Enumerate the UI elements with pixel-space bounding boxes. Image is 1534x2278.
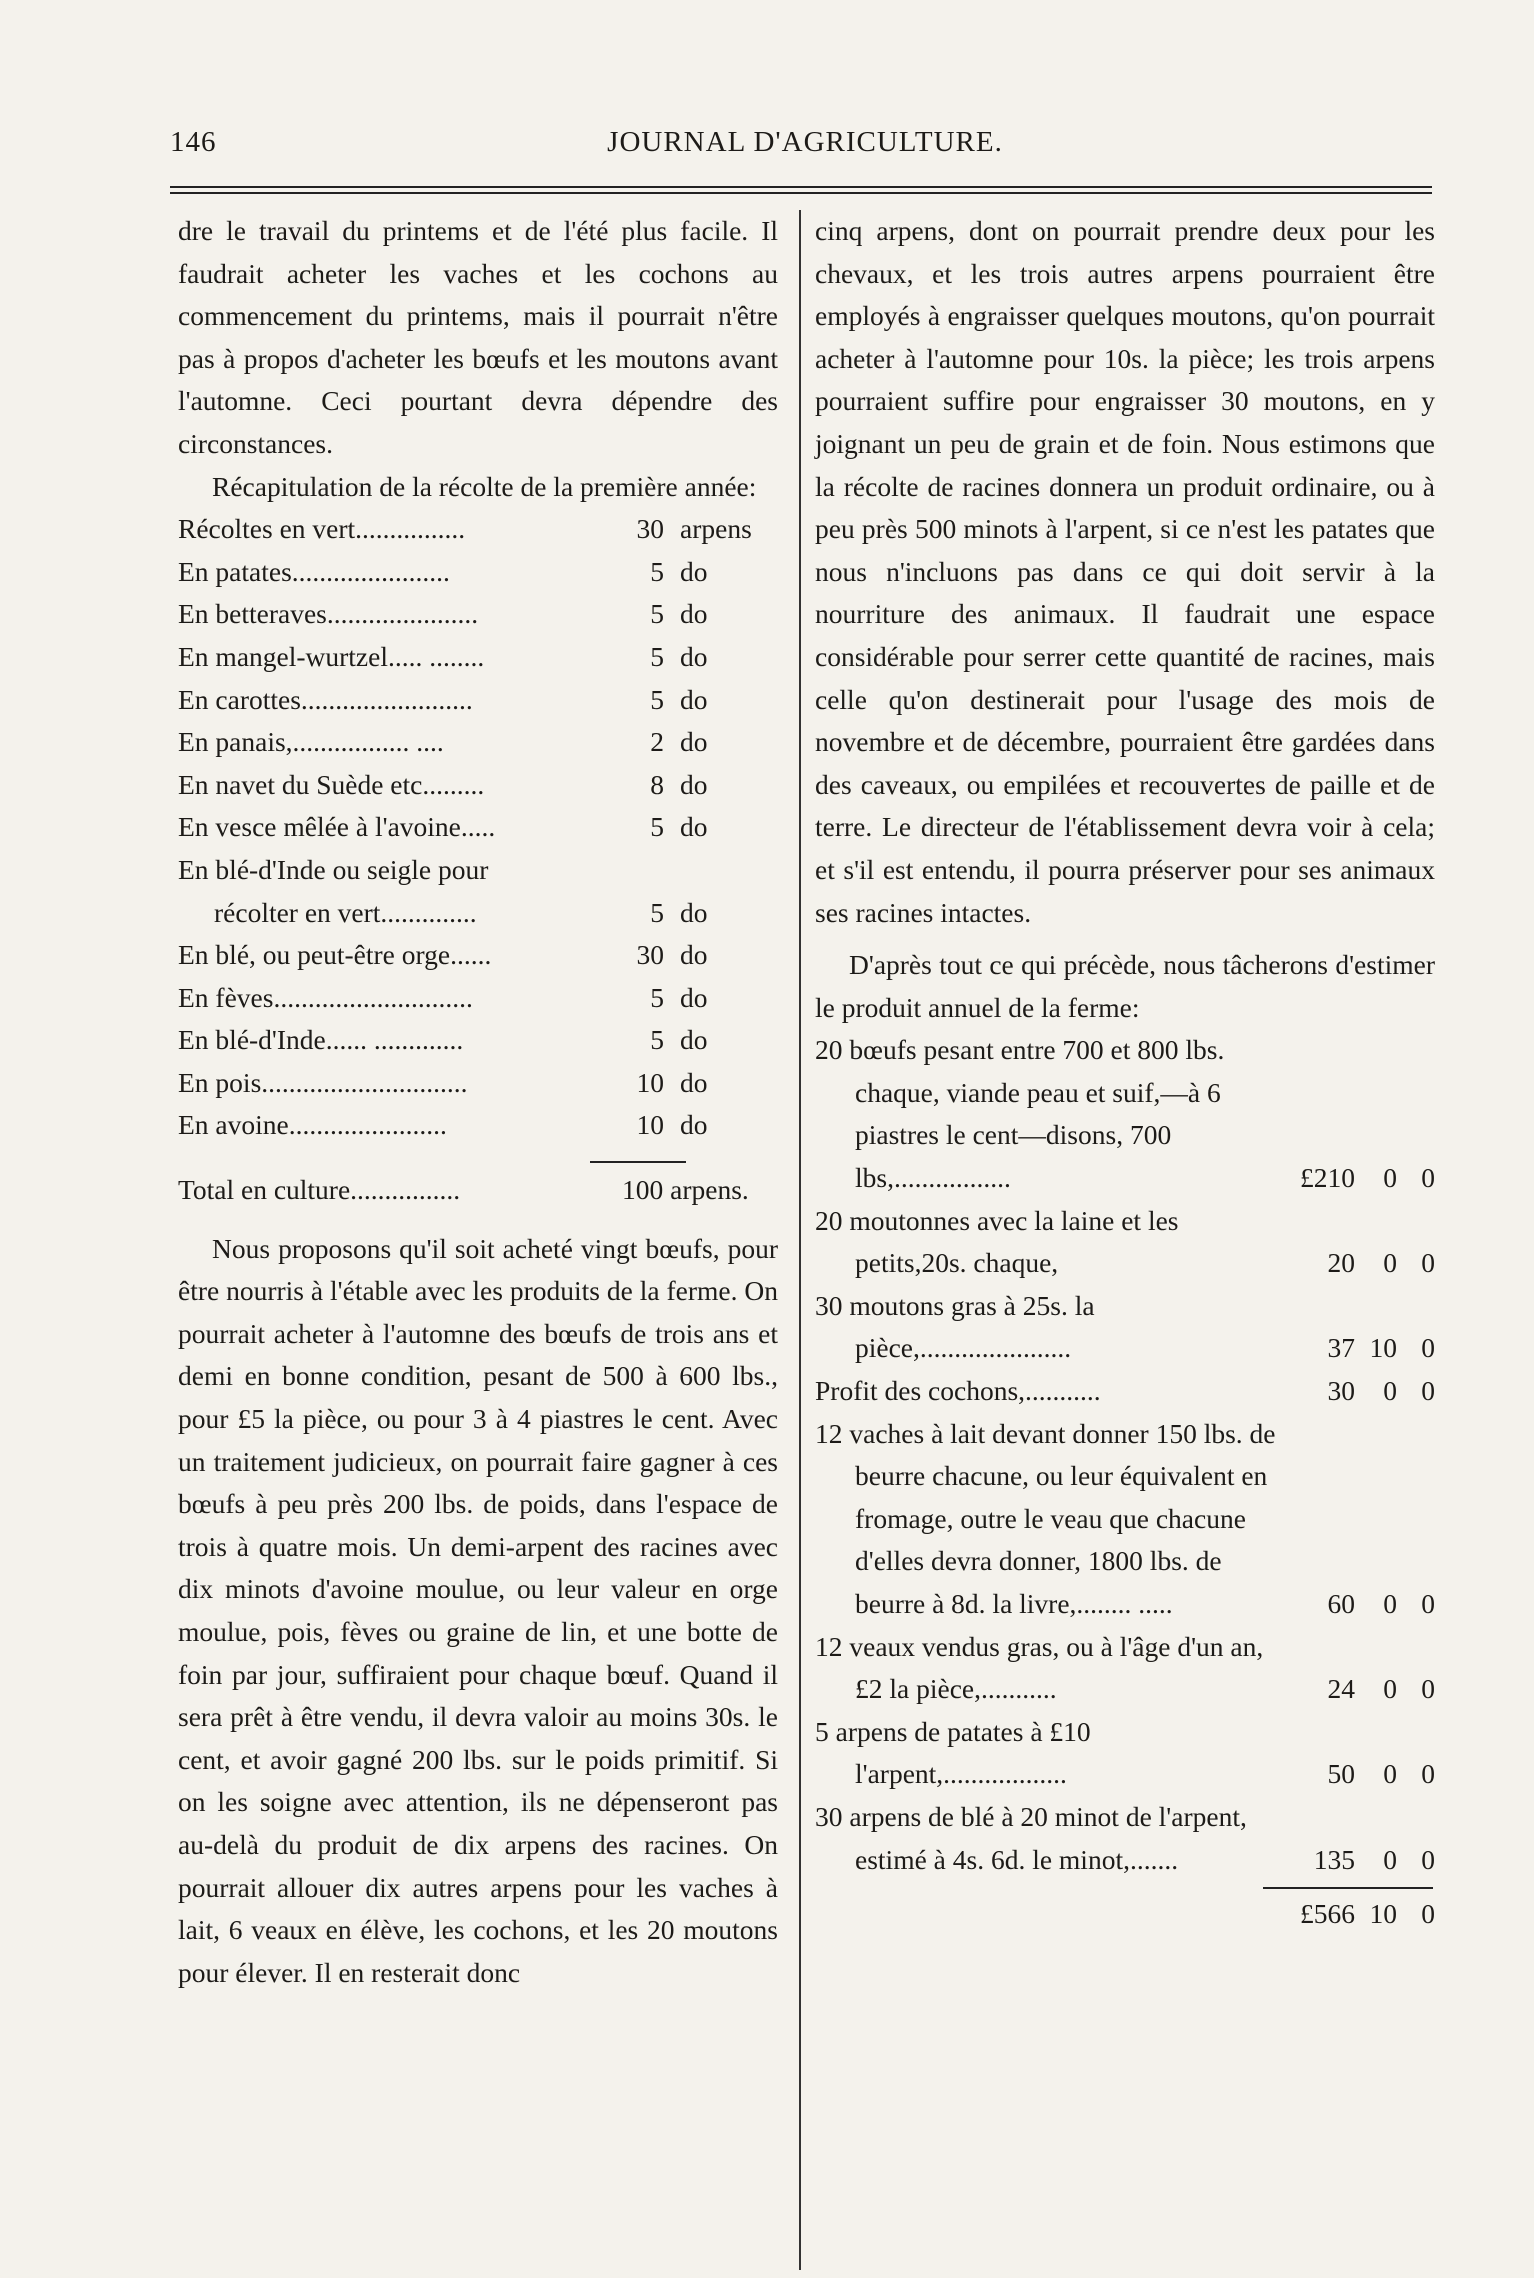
account-row: 12 vaches à lait devant donner 150 lbs. de beurre chacune, ou leur équivalent en fromage, outre le veau que chacune d'elles devra donner, 1800 lbs. de beurre à 8d. la livre,........ ..... 60 0 0 (815, 1417, 1435, 1619)
accounts-table (815, 1029, 1435, 1881)
crop-row: En blé, ou peut-être orge...... 30 do (178, 939, 708, 971)
sum-shillings: 10 (1369, 1898, 1397, 1930)
account-row: 20 moutonnes avec la laine et les petits,20s. chaque, 20 0 0 (815, 1204, 1435, 1279)
crop-row-multiline-1: En blé-d'Inde ou seigle pour (178, 853, 489, 885)
account-row: 30 moutons gras à 25s. la pièce,...................... 37 10 0 (815, 1289, 1435, 1364)
crop-row: En blé-d'Inde...... ............. 5 do (178, 1024, 708, 1056)
recap-heading: Récapitulation de la récolte de la première année: (212, 470, 757, 502)
header-rule-top (170, 186, 1432, 188)
page-header (170, 118, 1440, 168)
total-row: Total en culture................ 100 arpens. (178, 1174, 749, 1206)
crop-row: En panais,................. .... 2 do (178, 726, 708, 758)
header-rule-bottom (170, 192, 1432, 194)
crop-row: En patates....................... 5 do (178, 555, 708, 587)
page-number: 146 (170, 126, 217, 158)
left-paragraph-2: Nous proposons qu'il soit acheté vingt bœufs, pour être nourris à l'étable avec les produits de la ferme. On pourrait acheter à l'automne des bœufs de trois ans et demi en bonne condition, pesant de 500 à 600 lbs., pour £5 la pièce, ou pour 3 à 4 piastres le cent. Avec un traitement judicieux, on pourrait faire gagner à ces bœufs à peu près 200 lbs. de poids, dans l'espace de trois à quatre mois. Un demi-arpent des racines avec dix minots d'avoine moulue, ou leur valeur en orge moulue, pois, fèves ou graine de lin, et une botte de foin par jour, suffiraient pour chaque bœuf. Quand il sera prêt à être vendu, il devra valoir au moins 30s. le cent, et avoir gagné 200 lbs. sur le poids primitif. Si on les soigne avec attention, ils ne dépenseront pas au-delà du produit de dix arpens des racines. On pourrait allouer dix autres arpens pour les vaches à lait, 6 veaux en élève, les cochons, et les 20 moutons pour élever. Il en resterait donc (178, 1232, 778, 1988)
crop-row: En carottes......................... 5 do (178, 683, 708, 715)
account-row: 12 veaux vendus gras, ou à l'âge d'un an, £2 la pièce,........... 24 0 0 (815, 1630, 1435, 1705)
left-paragraph-1: dre le travail du printems et de l'été plus facile. Il faudrait acheter les vaches et les cochons au commencement du printems, mais il pourrait n'être pas à propos d'acheter les bœufs et les moutons avant l'automne. Ceci pourtant devra dépendre des circonstances. (178, 215, 778, 459)
crop-row: En avoine....................... 10 do (178, 1109, 708, 1141)
account-row: Profit des cochons,........... 30 0 0 (815, 1375, 1435, 1407)
left-column (178, 210, 778, 1994)
account-row: 30 arpens de blé à 20 minot de l'arpent, estimé à 4s. 6d. le minot,....... 135 0 0 (815, 1800, 1435, 1875)
right-paragraph-2: D'après tout ce qui précède, nous tâcherons d'estimer le produit annuel de la ferme: (815, 949, 1435, 1023)
crop-row: En vesce mêlée à l'avoine..... 5 do (178, 811, 708, 843)
crop-row: En fèves............................. 5 do (178, 981, 708, 1013)
crop-row: En pois.............................. 10 do (178, 1066, 708, 1098)
crop-row: En navet du Suède etc......... 8 do (178, 768, 708, 800)
sum-pounds: £566 (1300, 1898, 1355, 1930)
crop-row: En betteraves...................... 5 do (178, 598, 708, 630)
crop-list (178, 508, 778, 1147)
journal-title: JOURNAL D'AGRICULTURE. (607, 126, 1003, 158)
sum-pence: 0 (1421, 1898, 1435, 1930)
crop-row-multiline-2: récolter en vert.............. 5 do (214, 896, 708, 928)
crop-row: Récoltes en vert................ 30 arpens (178, 513, 752, 545)
total-rule (590, 1161, 686, 1169)
crop-row: En mangel-wurtzel..... ........ 5 do (178, 640, 708, 672)
right-column (815, 210, 1435, 1936)
column-divider (799, 210, 801, 2270)
account-row: 5 arpens de patates à £10 l'arpent,.................. 50 0 0 (815, 1715, 1435, 1790)
right-paragraph-1: cinq arpens, dont on pourrait prendre deux pour les chevaux, et les trois autres arpens pourraient être employés à engraisser quelques moutons, qu'on pourrait acheter à l'automne pour 10s. la pièce; les trois arpens pourraient suffire pour engraisser 30 moutons, en y joignant un peu de grain et de foin. Nous estimons que la récolte de racines donnera un produit ordinaire, ou à peu près 500 minots à l'arpent, si ce n'est les patates que nous n'incluons pas dans ce qui doit servir à la nourriture des animaux. Il faudrait une espace considérable pour serrer cette quantité de racines, mais celle qu'on destinerait pour l'usage des mois de novembre et de décembre, pourraient être gardées dans des caveaux, ou empilées et recouvertes de paille et de terre. Le directeur de l'établissement devra voir à cela; et s'il est entendu, il pourra préserver pour ses animaux ses racines intactes. (815, 215, 1435, 928)
account-sum-row (815, 1893, 1435, 1936)
account-row: 20 bœufs pesant entre 700 et 800 lbs. chaque, viande peau et suif,—à 6 piastres le cent—disons, 700 lbs,................. £210 0 0 (815, 1034, 1435, 1194)
